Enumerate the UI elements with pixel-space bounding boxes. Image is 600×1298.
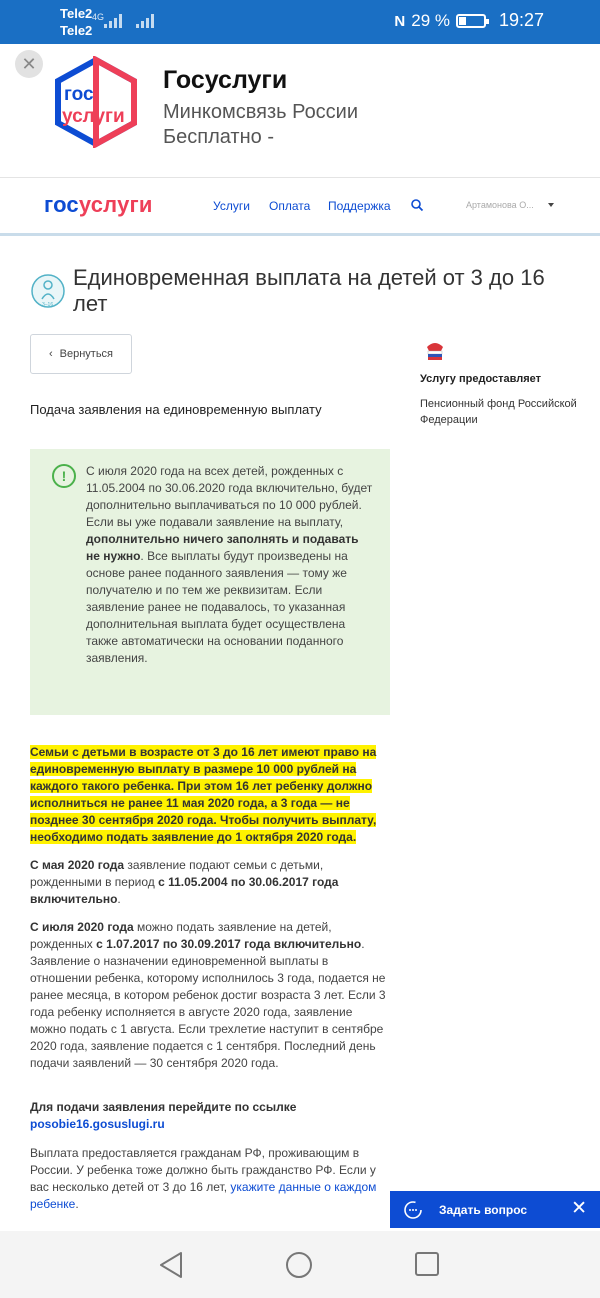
close-banner-button[interactable]: ✕ [15, 50, 43, 78]
chevron-left-icon: ‹ [48, 348, 53, 360]
close-icon[interactable]: ✕ [571, 1198, 587, 1219]
battery-icon [456, 14, 486, 28]
pfr-emblem-icon [424, 339, 446, 361]
carrier-1: Tele2 [60, 6, 93, 21]
chevron-down-icon[interactable] [548, 203, 554, 207]
provider-label: Услугу предоставляет [420, 373, 542, 385]
site-logo[interactable]: госуслуги [44, 192, 153, 217]
highlighted-paragraph: Семьи с детьми в возрасте от 3 до 16 лет имеют право на единовременную выплату в размере 10 000 рублей на каждого такого ребенка. При этом 16 лет ребенку должно исполниться не ранее 11 мая 2020 года, а 3 года — не позднее 30 сентября 2020 года. Чтобы получить выплату, необходимо подать заявление до 1 октября 2020 года. [30, 745, 377, 844]
battery-percent: 29 % [411, 11, 450, 30]
logo-text-bottom: услуги [62, 106, 125, 127]
signal-icon [136, 12, 156, 28]
logo-text-top: гос [64, 84, 94, 105]
status-bar [0, 0, 600, 44]
info-notice [30, 449, 390, 715]
carrier-names [60, 5, 92, 39]
search-icon[interactable] [410, 198, 424, 212]
back-nav-icon[interactable] [158, 1251, 184, 1279]
clock: 19:27 [498, 10, 544, 30]
back-button[interactable] [30, 334, 132, 374]
icon-age-caption: 3–16 [42, 302, 54, 308]
network-type: 4G [92, 12, 105, 22]
home-nav-icon[interactable] [285, 1251, 313, 1279]
provider-name: Пенсионный фонд Российской Федерации [420, 398, 577, 426]
page-title: Единовременная выплата на детей от 3 до 16 лет [73, 265, 545, 316]
site-header [0, 178, 600, 236]
nav-services[interactable]: Услуги [213, 199, 250, 213]
gosuslugi-app-logo [50, 56, 142, 148]
user-menu[interactable]: Артамонова О... [466, 200, 534, 210]
paragraph-july: С июля 2020 года можно подать заявление на детей, рожденных с 1.07.2017 по 30.09.2017 года включительно. Заявление о назначении единовременной выплаты в отношении ребенка, которому исполнилось 3 года, подается не ранее месяца, в котором ребенок достиг возраста 3 лет. Если 3 года ребенку исполняется в августе 2020 года, заявление можно подать с 1 августа. Если трехлетие наступит в сентябре 2020 года, заявление подается с 1 сентября. Последний день подачи заявлений — 30 сентября 2020 года. [30, 920, 386, 1070]
nfc-icon: N [394, 12, 406, 30]
app-install-banner[interactable] [0, 44, 600, 178]
ask-question-button[interactable] [390, 1191, 600, 1228]
paragraph-citizenship: Выплата предоставляется гражданам РФ, проживающим в России. У ребенка тоже должно быть гражданство РФ. Если у вас несколько детей от 3 до 16 лет, укажите данные о каждом ребенке. [30, 1146, 377, 1211]
carrier-2: Tele2 [60, 23, 93, 38]
app-publisher: Минкомсвязь России [163, 101, 359, 123]
info-notice-text: С июля 2020 года на всех детей, рожденных с 11.05.2004 по 30.06.2020 года включительно, будет дополнительно выплачиваться по 10 000 рублей. Если вы уже подавали заявление на выплату, дополнительно ничего заполнять и подавать не нужно. Все выплаты будут произведены на основе ранее поданного заявления — тому же получателю и по тем же реквизитам. Если заявление ранее не подавалось, то указанная дополнительная выплата будет осуществлена также автоматически на основании поданного заявления. [86, 464, 373, 665]
app-price: Бесплатно - [163, 126, 274, 148]
system-navigation-bar [0, 1231, 600, 1298]
paragraph-link: Для подачи заявления перейдите по ссылке posobie16.gosuslugi.ru [30, 1100, 297, 1131]
signal-icon [104, 12, 124, 28]
page-subtitle: Подача заявления на единовременную выплату [30, 402, 322, 417]
paragraph-may: С мая 2020 года заявление подают семьи с детьми, рожденными в период с 11.05.2004 по 30.06.2017 года включительно. [30, 858, 339, 906]
support-chat-icon [402, 1199, 424, 1221]
info-icon: ! [52, 464, 76, 488]
ask-question-label: Задать вопрос [439, 1202, 528, 1217]
nav-payment[interactable]: Оплата [269, 199, 311, 213]
recents-nav-icon[interactable] [414, 1251, 440, 1277]
nav-support[interactable]: Поддержка [328, 199, 391, 213]
children-service-icon [30, 273, 66, 309]
app-name: Госуслуги [163, 66, 288, 94]
posobie-link[interactable]: posobie16.gosuslugi.ru [30, 1117, 165, 1131]
children-data-link[interactable]: укажите данные о каждом ребенке [30, 1180, 377, 1211]
back-button-label: Вернуться [59, 348, 114, 360]
